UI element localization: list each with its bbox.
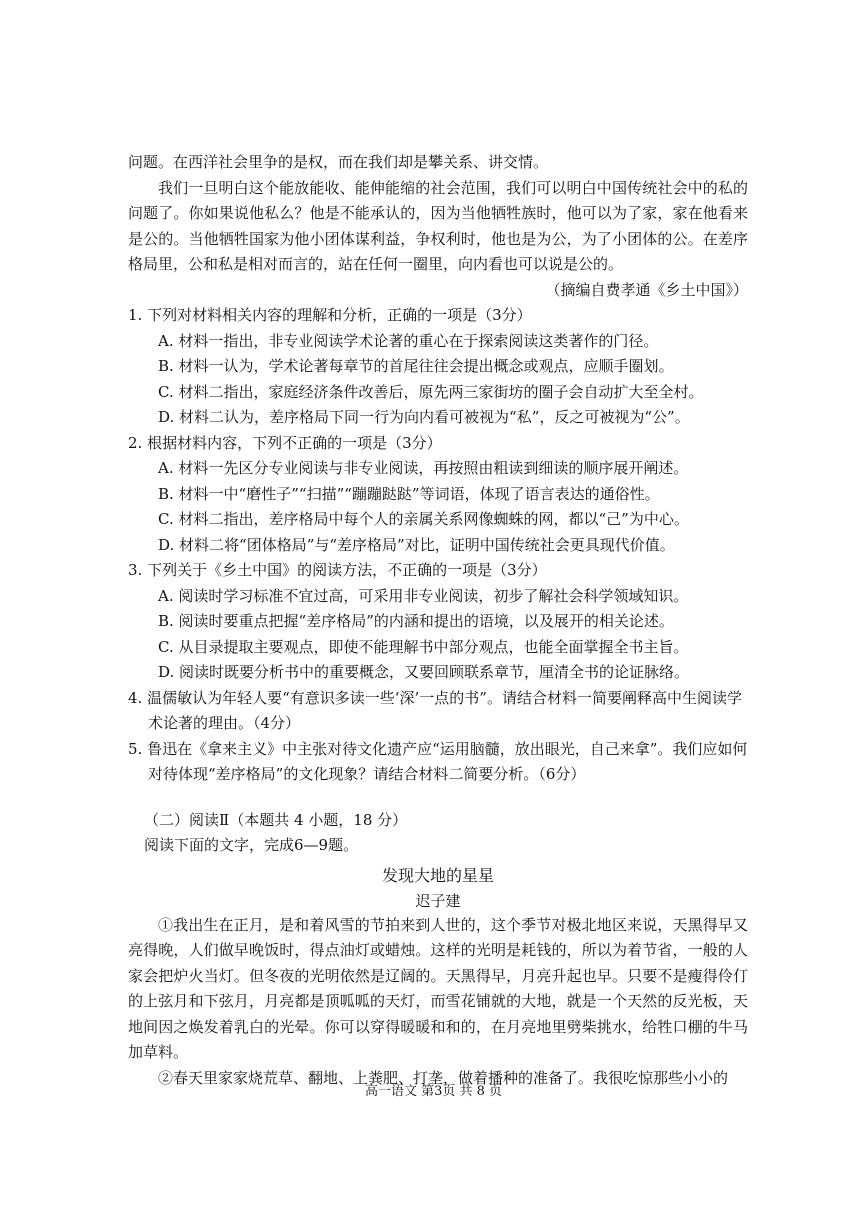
passage-paragraph: 我们一旦明白这个能放能收、能伸能缩的社会范围，我们可以明白中国传统社会中的私的问题了。你如果说他私么？他是不能承认的，因为当他牺牲族时，他可以为了家，家在他看来是公的。当他牺牲国家为他小团体谋利益，争权利时，他也是为公，为了小团体的公。在差序格局里，公和私是相对而言的，站在任何一圈里，向内看也可以说是公的。 [128,178,748,273]
question-stem: 2. 根据材料内容，下列不正确的一项是（3分） [128,433,442,452]
question-stem: 1. 下列对材料相关内容的理解和分析，正确的一项是（3分） [128,306,532,324]
option-a: A. 材料一先区分专业阅读与非专业阅读，再按照由粗读到细读的顺序展开阐述。 [158,459,689,477]
option-b: B. 阅读时要重点把握“差序格局”的内涵和提出的语境，以及展开的相关论述。 [158,612,674,630]
question-5 [128,737,748,788]
question-2 [128,431,748,559]
page-content [128,150,748,1091]
article-paragraph: ②春天里家家烧荒草、翻地、上粪肥、打垄，做着播种的准备了。我很吃惊那些小小的 [158,1068,729,1087]
source-citation: （摘编自费孝通《乡土中国》） [545,280,748,299]
article-title: 发现大地的星星 [381,865,494,885]
option-d: D. 材料二将“团体格局”与“差序格局”对比，证明中国传统社会更具现代价值。 [158,535,675,554]
option-c: C. 材料二指出，家庭经济条件改善后，原先两三家街坊的圈子会自动扩大至全村。 [158,382,704,401]
option-c: C. 从目录提取主要观点，即使不能理解书中部分观点，也能全面掌握全书主旨。 [158,637,689,656]
page-footer: 高一语文 第3页 共 8 页 [364,1084,503,1099]
option-d: D. 阅读时既要分析书中的重要概念，又要回顾联系章节，厘清全书的论证脉络。 [158,663,690,681]
question-1 [128,303,748,431]
article-paragraph: ①我出生在正月，是和着风雪的节拍来到人世的，这个季节对极北地区来说，天黑得早又亮得晚，人们做早晚饭时，得点油灯或蜡烛。这样的光明是耗钱的，所以为着节省，一般的人家会把炉火当灯。但冬夜的光明依然是辽阔的。天黑得早，月亮升起也早。只要不是瘦得伶仃的上弦月和下弦月，月亮都是顶呱呱的天灯，而雪花铺就的大地，就是一个天然的反光板，天地间因之焕发着乳白的光晕。你可以穿得暖暖和和的，在月亮地里劈柴挑水，给牲口棚的牛马加草料。 [128,915,748,1061]
option-d: D. 材料二认为，差序格局下同一行为向内看可被视为“私”，反之可被视为“公”。 [158,408,690,426]
question-stem: 5. 鲁迅在《拿来主义》中主张对待文化遗产应“运用脑髓，放出眼光，自己来拿”。我们应如何对待体现“差序格局”的文化现象？请结合材料二简要分析。（6分） [128,739,748,783]
question-stem: 4. 温儒敏认为年轻人要“有意识多读一些‘深’一点的书”。请结合材料一简要阐释高中生阅读学术论著的理由。（4分） [128,688,742,732]
section-heading: （二）阅读Ⅱ（本题共 4 小题，18 分） [144,810,408,829]
option-a: A. 材料一指出，非专业阅读学术论著的重心在于探索阅读这类著作的门径。 [158,331,659,350]
section-instruction: 阅读下面的文字，完成6—9题。 [144,836,359,854]
question-stem: 3. 下列关于《乡土中国》的阅读方法，不正确的一项是（3分） [128,561,547,579]
option-b: B. 材料一中“磨性子”“扫描”“蹦蹦跶跶”等词语，体现了语言表达的通俗性。 [158,484,660,503]
option-a: A. 阅读时学习标准不宜过高，可采用非专业阅读，初步了解社会科学领域知识。 [158,586,689,605]
question-4 [128,686,748,737]
option-b: B. 材料一认为，学术论著每章节的首尾往往会提出概念或观点，应顺手圈划。 [158,357,674,375]
question-3 [128,558,748,686]
article-author: 迟子建 [415,891,461,910]
passage-paragraph: 问题。在西洋社会里争的是权，而在我们却是攀关系、讲交情。 [128,153,549,171]
option-c: C. 材料二指出，差序格局中每个人的亲属关系网像蜘蛛的网，都以“己”为中心。 [158,510,689,528]
